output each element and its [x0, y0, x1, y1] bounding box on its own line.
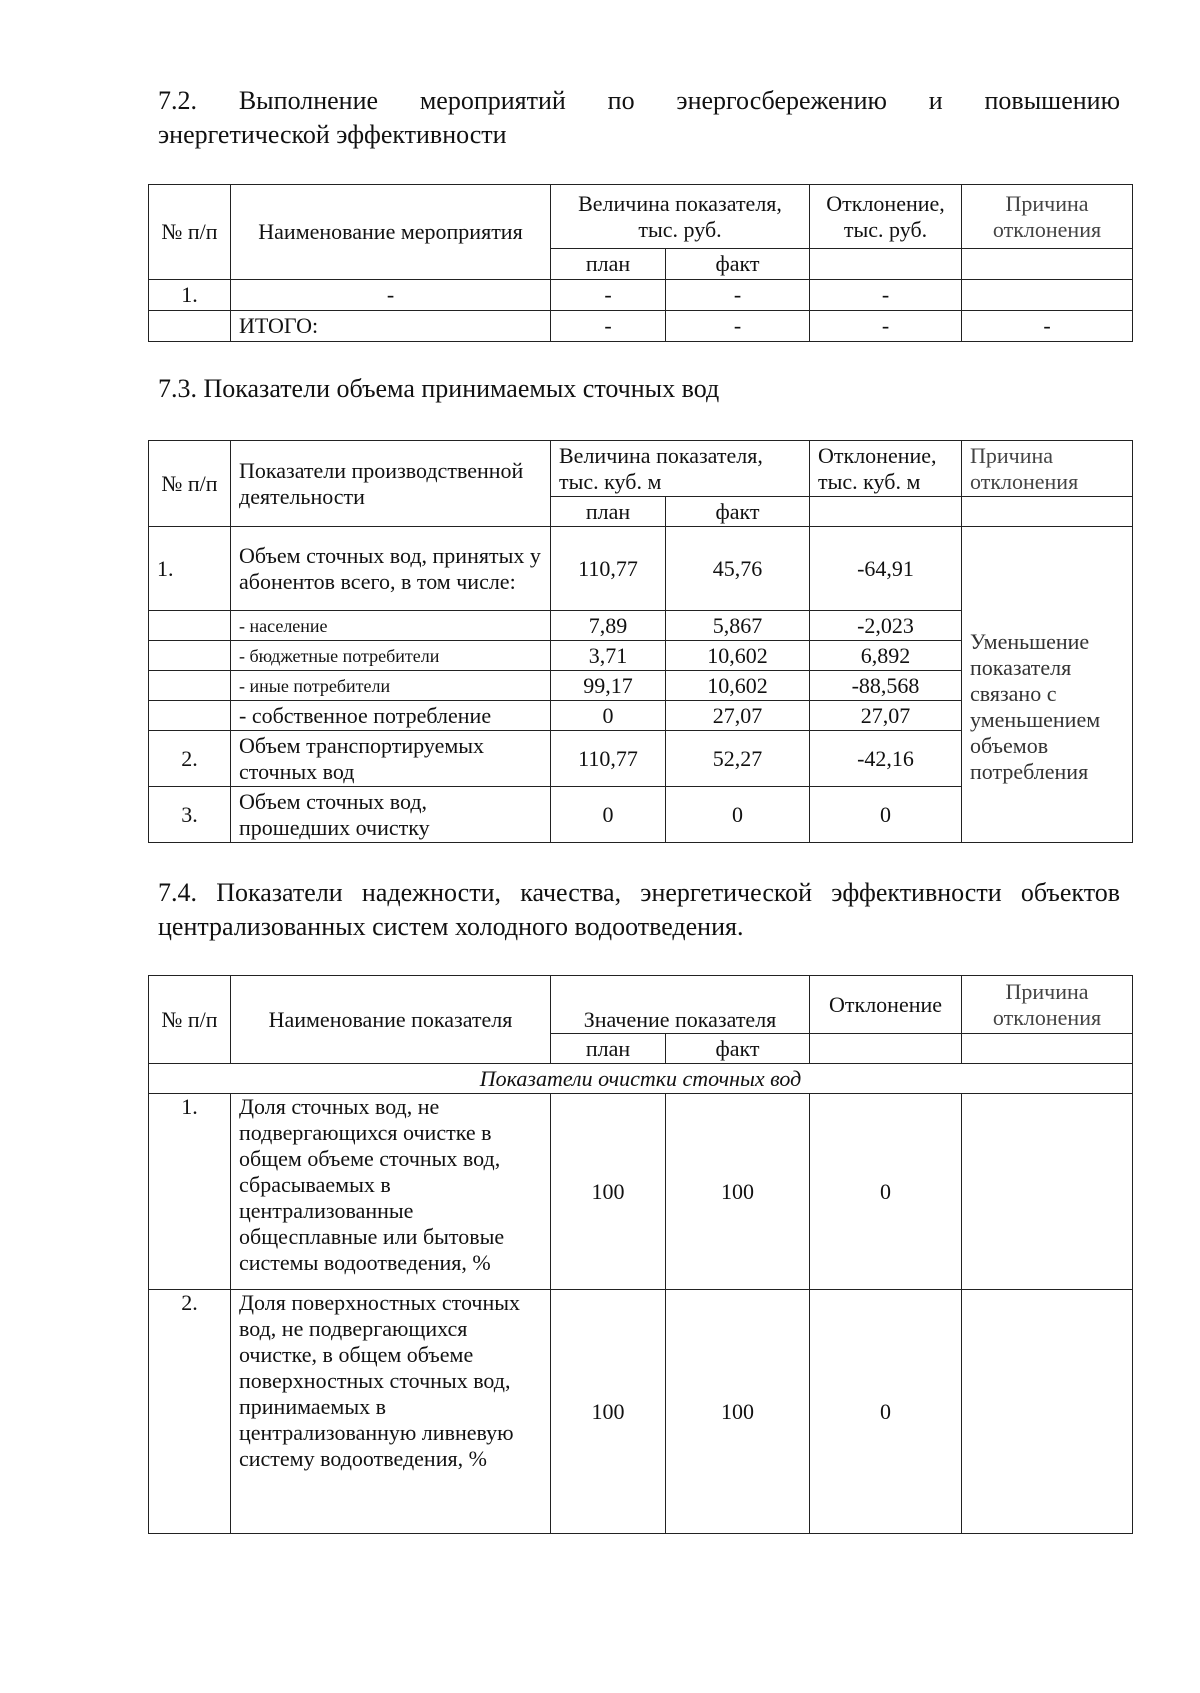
empty-cell: [962, 1034, 1133, 1064]
cell-num: 3.: [149, 787, 231, 843]
cell-plan: -: [551, 311, 666, 342]
header-fact: факт: [666, 497, 810, 527]
cell-name: Объем сточных вод, принятых у абонентов всего, в том числе:: [231, 527, 551, 611]
cell-name: Объем транспортируемых сточных вод: [231, 731, 551, 787]
cell-deviation: 0: [810, 1290, 962, 1534]
cell-fact: 0: [666, 787, 810, 843]
empty-cell: [810, 1034, 962, 1064]
table-row: [149, 1094, 1133, 1290]
cell-name: - собственное потребление: [231, 701, 551, 731]
header-name: Показатели производственной деятельности: [231, 441, 551, 527]
cell-deviation: 0: [810, 787, 962, 843]
cell-deviation: 0: [810, 1094, 962, 1290]
empty-cell: [810, 249, 962, 280]
cell-fact: 10,602: [666, 641, 810, 671]
section-7-2-title-line1: 7.2. Выполнение мероприятий по энергосбережению и повышению: [158, 86, 1120, 115]
section-7-4-title-line2: централизованных систем холодного водоотведения.: [158, 912, 744, 941]
cell-fact: 52,27: [666, 731, 810, 787]
header-fact: факт: [666, 249, 810, 280]
cell-num: [149, 311, 231, 342]
cell-num: [149, 671, 231, 701]
table-row: [149, 1290, 1133, 1534]
header-reason: Причина отклонения: [962, 976, 1133, 1034]
cell-plan: 0: [551, 787, 666, 843]
cell-name: Доля сточных вод, не подвергающихся очистке в общем объеме сточных вод, сбрасываемых в централизованные общесплавные или бытовые системы водоотведения, %: [231, 1094, 551, 1290]
cell-deviation: -2,023: [810, 611, 962, 641]
section-7-3-title: 7.3. Показатели объема принимаемых сточных вод: [158, 374, 720, 403]
cell-deviation: -42,16: [810, 731, 962, 787]
cell-reason: [962, 1290, 1133, 1534]
header-name: Наименование показателя: [231, 976, 551, 1064]
cell-reason: Уменьшение показателя связано с уменьшением объемов потребления: [962, 527, 1133, 843]
table-row: [149, 311, 1133, 342]
header-reason: Причина отклонения: [962, 441, 1133, 497]
empty-cell: [962, 249, 1133, 280]
empty-cell: [962, 497, 1133, 527]
cell-fact: 100: [666, 1094, 810, 1290]
cell-name: Доля поверхностных сточных вод, не подвергающихся очистке, в общем объеме поверхностных сточных вод, принимаемых в централизованную ливневую систему водоотведения, %: [231, 1290, 551, 1534]
cell-fact: 10,602: [666, 671, 810, 701]
cell-name: ИТОГО:: [231, 311, 551, 342]
cell-num: [149, 641, 231, 671]
cell-num: 2.: [149, 1290, 231, 1534]
cell-num: 1.: [149, 527, 231, 611]
cell-fact: 100: [666, 1290, 810, 1534]
cell-name: Объем сточных вод, прошедших очистку: [231, 787, 551, 843]
table-7-2: [148, 184, 1133, 342]
cell-reason: [962, 1094, 1133, 1290]
table-7-4: [148, 975, 1133, 1534]
cell-deviation: -88,568: [810, 671, 962, 701]
empty-cell: [810, 497, 962, 527]
header-fact: факт: [666, 1034, 810, 1064]
cell-fact: -: [666, 280, 810, 311]
cell-plan: 100: [551, 1290, 666, 1534]
cell-name: -: [231, 280, 551, 311]
header-name: Наименование мероприятия: [231, 185, 551, 280]
cell-deviation: -64,91: [810, 527, 962, 611]
header-num: № п/п: [149, 441, 231, 527]
cell-reason: [962, 280, 1133, 311]
header-deviation: Отклонение, тыс. куб. м: [810, 441, 962, 497]
cell-fact: 45,76: [666, 527, 810, 611]
cell-plan: 100: [551, 1094, 666, 1290]
header-num: № п/п: [149, 185, 231, 280]
section-7-2-title-line2: энергетической эффективности: [158, 120, 507, 149]
cell-plan: -: [551, 280, 666, 311]
cell-deviation: -: [810, 311, 962, 342]
cell-plan: 7,89: [551, 611, 666, 641]
cell-deviation: -: [810, 280, 962, 311]
group-title: Показатели очистки сточных вод: [149, 1064, 1133, 1094]
table-row: [149, 527, 1133, 611]
header-value: Величина показателя, тыс. куб. м: [551, 441, 810, 497]
cell-plan: 0: [551, 701, 666, 731]
cell-num: 1.: [149, 1094, 231, 1290]
cell-reason: -: [962, 311, 1133, 342]
header-deviation: Отклонение: [810, 976, 962, 1034]
table-row: [149, 280, 1133, 311]
cell-num: 1.: [149, 280, 231, 311]
header-plan: план: [551, 497, 666, 527]
header-reason: Причина отклонения: [962, 185, 1133, 249]
cell-plan: 110,77: [551, 731, 666, 787]
header-num: № п/п: [149, 976, 231, 1064]
cell-name: - население: [231, 611, 551, 641]
section-7-4-title-line1: 7.4. Показатели надежности, качества, энергетической эффективности объектов: [158, 878, 1120, 907]
cell-fact: -: [666, 311, 810, 342]
cell-num: 2.: [149, 731, 231, 787]
cell-plan: 99,17: [551, 671, 666, 701]
cell-deviation: 6,892: [810, 641, 962, 671]
header-deviation: Отклонение, тыс. руб.: [810, 185, 962, 249]
cell-plan: 110,77: [551, 527, 666, 611]
header-value: Величина показателя, тыс. руб.: [551, 185, 810, 249]
cell-name: - бюджетные потребители: [231, 641, 551, 671]
cell-fact: 5,867: [666, 611, 810, 641]
cell-deviation: 27,07: [810, 701, 962, 731]
header-plan: план: [551, 1034, 666, 1064]
cell-fact: 27,07: [666, 701, 810, 731]
cell-plan: 3,71: [551, 641, 666, 671]
cell-name: - иные потребители: [231, 671, 551, 701]
header-value: Значение показателя: [551, 976, 810, 1034]
cell-num: [149, 611, 231, 641]
header-plan: план: [551, 249, 666, 280]
table-7-3: [148, 440, 1133, 843]
cell-num: [149, 701, 231, 731]
